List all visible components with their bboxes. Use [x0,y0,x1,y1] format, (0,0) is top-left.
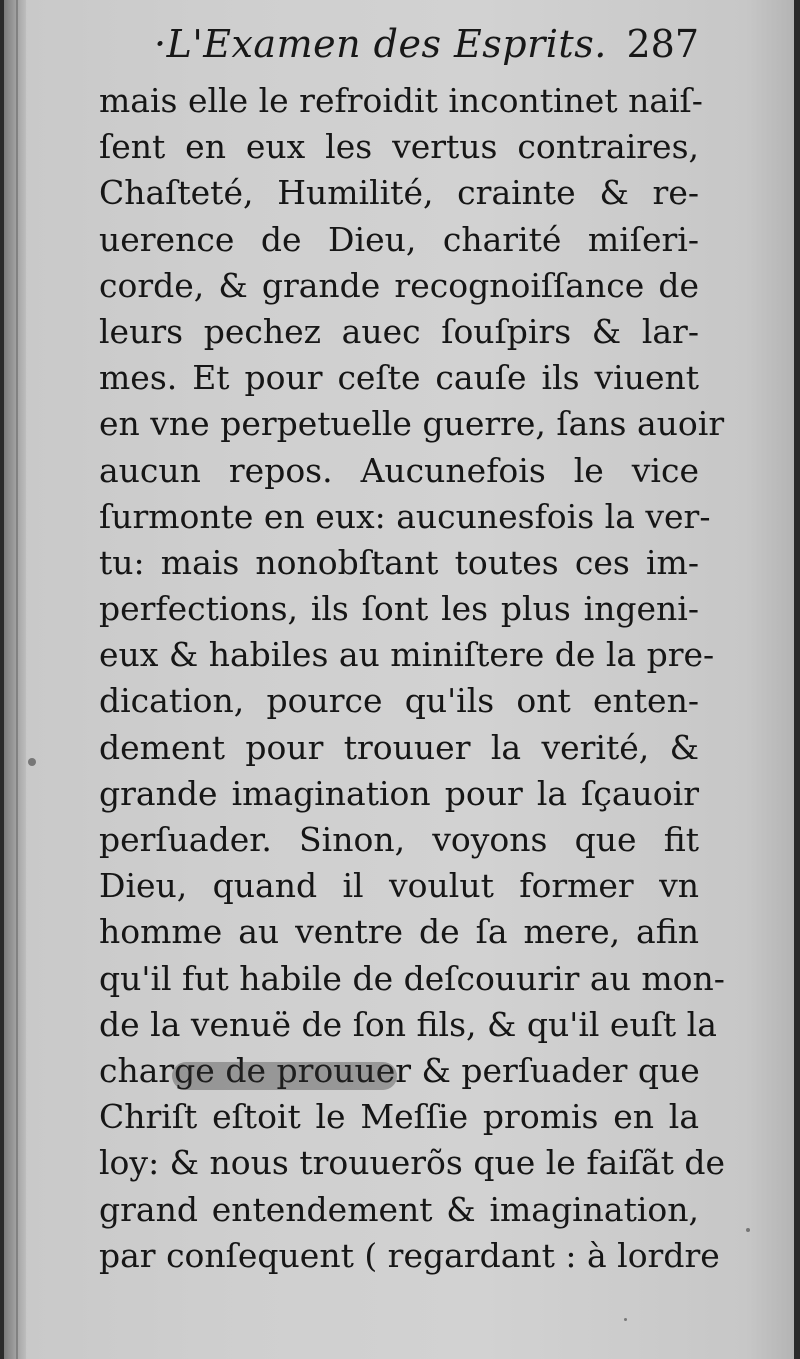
paper-speck [746,1228,750,1232]
text-line: dication, pource qu'ils ont enten- [99,681,699,721]
paper-speck [28,758,36,766]
page-number: 287 [626,22,699,66]
text-line: qu'il fut habile de deſcouurir au mon- [99,958,725,998]
text-line: homme au ventre de ſa mere, afin [99,912,699,952]
text-line: de la venuë de ſon fils, & qu'il euſt la [99,1004,717,1044]
text-line: eux & habiles au miniſtere de la pre- [99,635,715,675]
page-header [154,22,699,82]
text-line: en vne perpetuelle guerre, ſans auoir [99,404,725,444]
text-line: grande imagination pour la ſçauoir [99,773,699,813]
book-page [4,0,794,1359]
text-line: leurs pechez auec ſouſpirs & lar- [99,311,699,351]
text-line: grand entendement & imagination, [99,1189,699,1229]
text-line: ſent en eux les vertus contraires, [99,127,699,167]
text-line: perſuader. Sinon, voyons que fit [99,820,699,859]
text-line: aucun repos. Aucunefois le vice [99,450,699,490]
paper-speck [624,1318,627,1321]
text-line: dement pour trouuer la verité, & [99,727,699,767]
text-line: Chaſteté, Humilité, crainte & re- [99,173,699,213]
ink-smudge [172,1062,397,1090]
text-line: Chriſt eſtoit le Meſſie promis en la [99,1097,699,1137]
text-line: mais elle le refroidit incontinet naiſ- [99,81,703,120]
text-line: loy: & nous trouuerõs que le faiſãt de [99,1143,726,1183]
running-title: ·L'Examen des Esprits. [154,22,607,66]
text-line: par conſequent ( regardant : à lordre [99,1235,720,1275]
text-line: mes. Et pour ceſte cauſe ils viuent [99,358,699,398]
text-line: perfections, ils ſont les plus ingeni- [99,589,699,629]
text-line: Dieu, quand il voulut former vn [99,866,699,906]
body-text [99,78,726,1279]
text-line: tu: mais nonobſtant toutes ces im- [99,542,699,582]
page-gutter [4,0,26,1359]
binding-fold [16,0,18,1359]
text-line: corde, & grande recognoiſſance de [99,265,699,305]
text-line: ſurmonte en eux: aucunesfois la ver- [99,496,711,536]
text-line: charge de prouuer & perſuader que [99,1050,700,1090]
text-line: uerence de Dieu, charité miſeri- [99,219,699,259]
